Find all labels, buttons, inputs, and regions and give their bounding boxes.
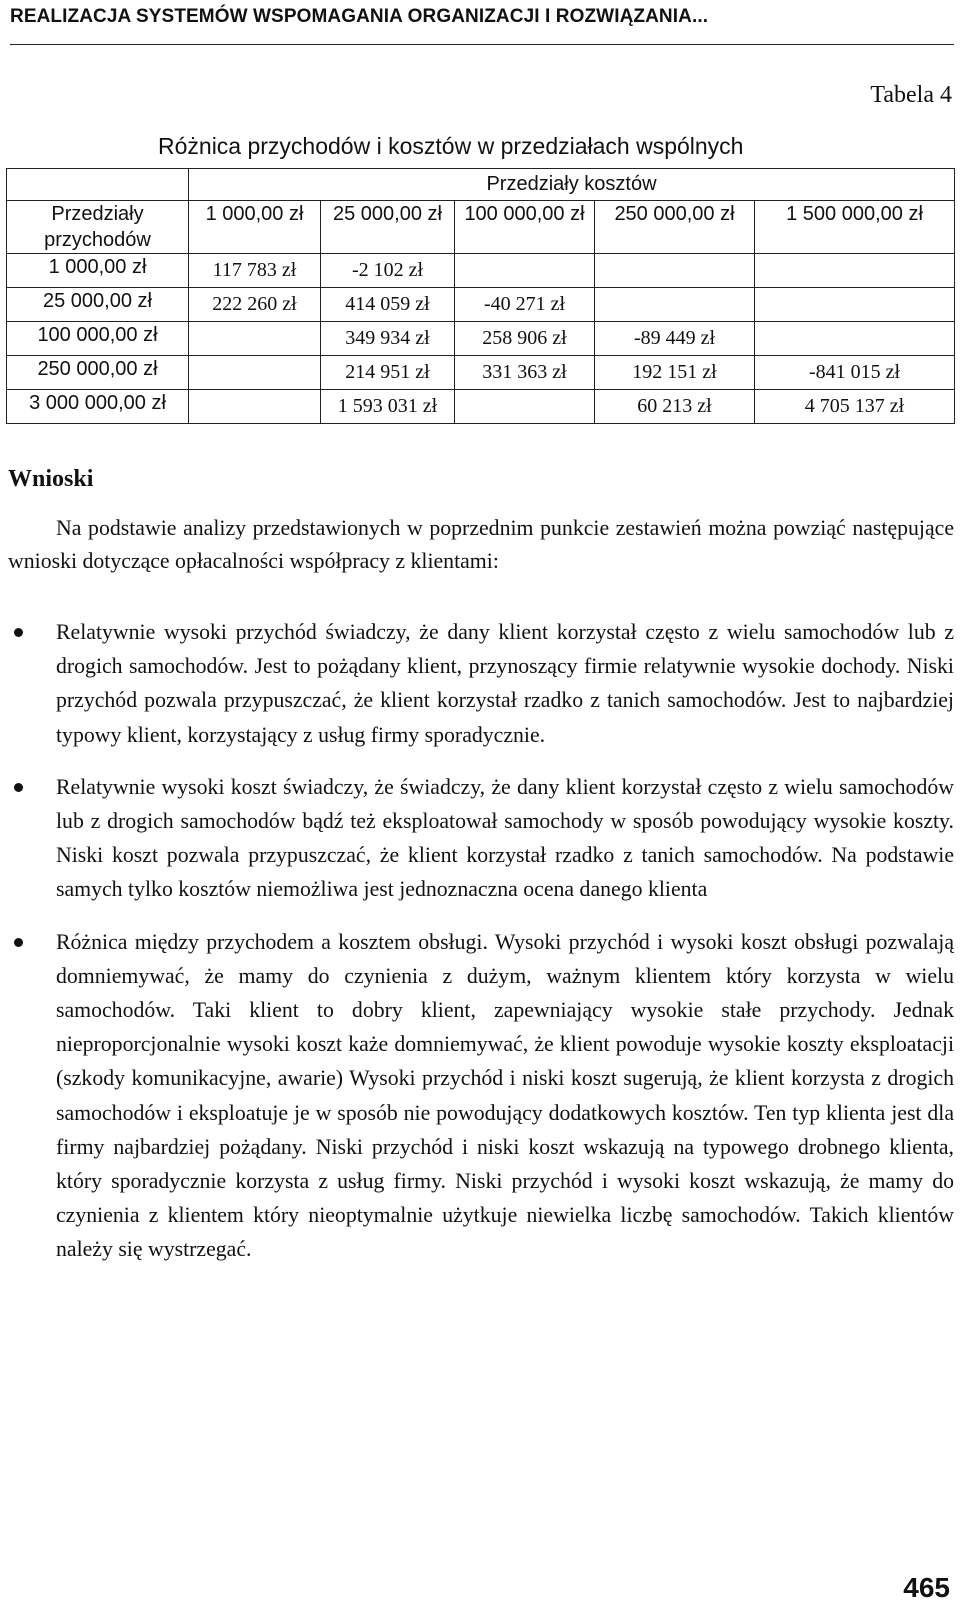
- table-row: [7, 390, 955, 424]
- table-cell: 214 951 zł: [321, 356, 455, 390]
- intro-paragraph: Na podstawie analizy przedstawionych w poprzednim punkcie zestawień można powziąć następujące wnioski dotyczące opłacalności współpracy z klientami:: [8, 516, 954, 573]
- table-cell: 4 705 137 zł: [755, 390, 955, 424]
- bullet-icon: [14, 938, 23, 947]
- table-cell: [595, 254, 755, 288]
- table-cell: 414 059 zł: [321, 288, 455, 322]
- table-cell: 192 151 zł: [595, 356, 755, 390]
- list-item-text: Różnica między przychodem a kosztem obsługi. Wysoki przychód i wysoki koszt obsługi pozwalają domniemywać, że mamy do czynienia z dużym, ważnym klientem który korzysta w wielu samochodów. Taki klient to dobry klient, zapewniający wysokie stałe przychody. Jednak nieproporcjonalnie wysoki koszt każe domniemywać, że klient powoduje wysokie koszty eksploatacji (szkody komunikacyjne, awarie) Wysoki przychód i niski koszt sugerują, że klient korzysta z drogich samochodów i eksploatuje je w sposób nie powodujący dodatkowych kosztów. Ten typ klienta jest dla firmy najbardziej pożądany. Niski przychód i niski koszt wskazują na typowego drobnego klienta, który sporadycznie korzysta z usług firmy. Niski przychód i wysoki koszt wskazują, że mamy do czynienia z klientem który nieoptymalnie użytkuje niewielka liczbę samochodów. Takich klientów należy się wystrzegać.: [56, 929, 954, 1262]
- table-cell: -841 015 zł: [755, 356, 955, 390]
- table-cell: 258 906 zł: [455, 322, 595, 356]
- corner-cell: [7, 169, 189, 201]
- table-row: [7, 254, 955, 288]
- header-rule: [10, 44, 954, 45]
- table-cell: [189, 390, 321, 424]
- table-cell: 349 934 zł: [321, 322, 455, 356]
- cost-ranges-header: Przedziały kosztów: [189, 169, 955, 201]
- table-cell: [455, 254, 595, 288]
- row-label: 250 000,00 zł: [7, 356, 189, 390]
- column-header: 25 000,00 zł: [321, 201, 455, 254]
- running-header: REALIZACJA SYSTEMÓW WSPOMAGANIA ORGANIZACJI I ROZWIĄZANIA...: [10, 6, 709, 27]
- table-row: [7, 356, 955, 390]
- page-number: 465: [903, 1572, 950, 1603]
- table-cell: -2 102 zł: [321, 254, 455, 288]
- table-cell: 331 363 zł: [455, 356, 595, 390]
- table-cell: 1 593 031 zł: [321, 390, 455, 424]
- table-row: [7, 288, 955, 322]
- table-label: Tabela 4: [870, 82, 952, 108]
- list-item: [8, 615, 954, 752]
- table-cell: 60 213 zł: [595, 390, 755, 424]
- table-cell: 117 783 zł: [189, 254, 321, 288]
- list-item-text: Relatywnie wysoki koszt świadczy, że świadczy, że dany klient korzystał często z wielu samochodów lub z drogich samochodów bądź też eksploatował samochody w sposób powodujący wysokie koszty. Niski koszt pozwala przypuszczać, że klient korzystał rzadko z tanich samochodów. Na podstawie samych tylko kosztów niemożliwa jest jednoznaczna ocena danego klienta: [56, 774, 954, 902]
- table-cell: [755, 254, 955, 288]
- row-label: 1 000,00 zł: [7, 254, 189, 288]
- table-cell: [595, 288, 755, 322]
- bullet-icon: [14, 783, 23, 792]
- table-cell: [189, 322, 321, 356]
- table-cell: [755, 322, 955, 356]
- row-label: 3 000 000,00 zł: [7, 390, 189, 424]
- table-cell: [189, 356, 321, 390]
- table-cell: -40 271 zł: [455, 288, 595, 322]
- row-label: 100 000,00 zł: [7, 322, 189, 356]
- list-item: [8, 770, 954, 907]
- table-caption: Różnica przychodów i kosztów w przedziałach wspólnych: [158, 133, 744, 159]
- table-cell: 222 260 zł: [189, 288, 321, 322]
- row-label: 25 000,00 zł: [7, 288, 189, 322]
- bullet-icon: [14, 628, 23, 637]
- table-row: [7, 322, 955, 356]
- column-header: 1 500 000,00 zł: [755, 201, 955, 254]
- table-cell: -89 449 zł: [595, 322, 755, 356]
- list-item-text: Relatywnie wysoki przychód świadczy, że dany klient korzystał często z wielu samochodów lub z drogich samochodów. Jest to pożądany klient, przynoszący firmie relatywnie wysokie dochody. Niski przychód pozwala przypuszczać, że klient korzystał rzadko z tanich samochodów. Jest to najbardziej typowy klient, korzystający z usług firmy sporadycznie.: [56, 620, 954, 747]
- column-header: 250 000,00 zł: [595, 201, 755, 254]
- table-cell: [755, 288, 955, 322]
- column-header: 100 000,00 zł: [455, 201, 595, 254]
- list-item: [8, 925, 954, 1267]
- revenue-ranges-header: Przedziały przychodów: [7, 201, 189, 254]
- conclusions-list: [8, 615, 954, 1285]
- section-title: Wnioski: [8, 466, 94, 492]
- column-header: 1 000,00 zł: [189, 201, 321, 254]
- table-cell: [455, 390, 595, 424]
- difference-table: [6, 168, 955, 424]
